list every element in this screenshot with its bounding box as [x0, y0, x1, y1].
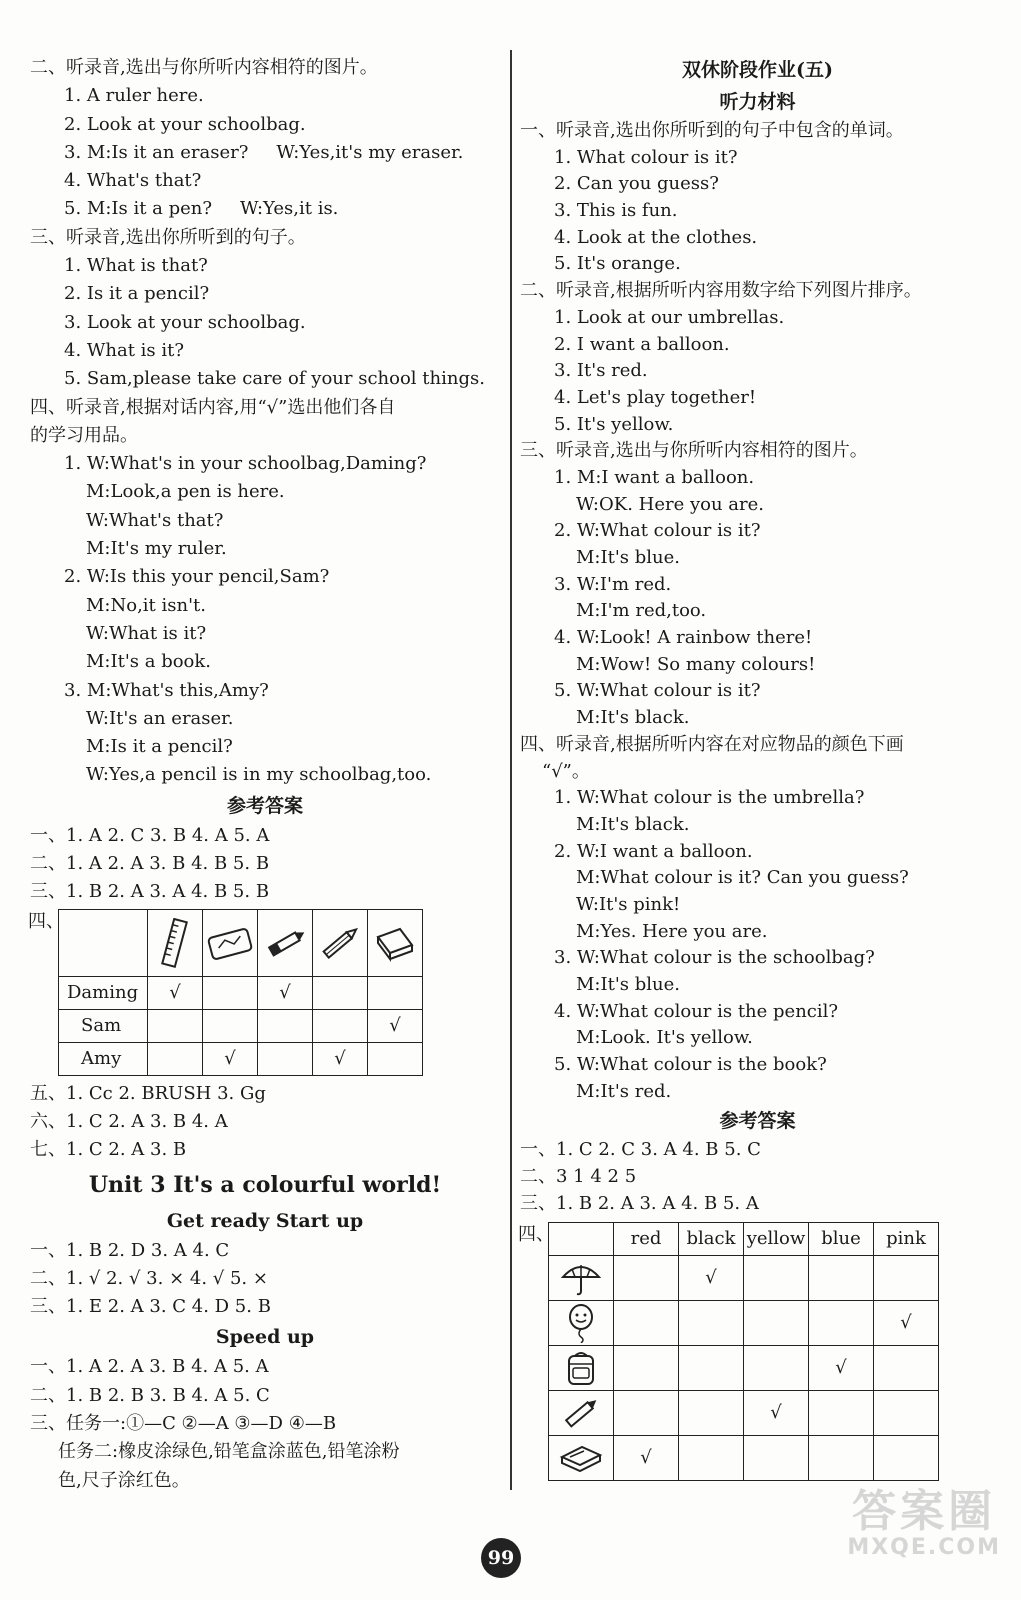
section-heading: 二、听录音,根据所听内容用数字给下列图片排序。	[520, 280, 922, 302]
right-column	[520, 54, 995, 1481]
text-line: W:What's that?	[86, 509, 224, 531]
text-line: 1. What is that?	[64, 255, 208, 277]
book-icon	[558, 1439, 604, 1477]
color-header: blue	[809, 1222, 874, 1255]
answer-line: 任务二:橡皮涂绿色,铅笔盒涂蓝色,铅笔涂粉	[58, 1441, 400, 1463]
section-heading: 四、听录音,根据对话内容,用“√”选出他们各自	[30, 396, 396, 418]
umbrella-icon	[559, 1259, 603, 1297]
section-heading: “√”。	[542, 760, 590, 782]
text-line: 1. What colour is it?	[554, 146, 738, 168]
text-line: 3. W:I'm red.	[554, 573, 672, 595]
text-line: 5. M:Is it a pen? W:Yes,it is.	[64, 198, 339, 220]
text-line: M:It's my ruler.	[86, 538, 227, 560]
text-line: 4. What's that?	[64, 170, 202, 192]
column-divider	[510, 50, 512, 1490]
text-line: W:It's pink!	[576, 893, 681, 915]
section-heading: 三、听录音,选出与你所听内容相符的图片。	[520, 440, 868, 462]
page-title: 双休阶段作业(五)	[682, 59, 833, 81]
answer-line: 二、3 1 4 2 5	[520, 1166, 637, 1188]
answer-line: 三、任务一:①—C ②—A ③—D ④—B	[30, 1412, 337, 1434]
schoolbag-icon	[561, 1348, 601, 1388]
section-heading: 一、听录音,选出你所听到的句子中包含的单词。	[520, 120, 904, 141]
text-line: 5. It's orange.	[554, 253, 681, 275]
text-line: 5. It's yellow.	[554, 413, 674, 435]
answer-line: 七、1. C 2. A 3. B	[30, 1139, 187, 1161]
school-things-table-block	[30, 909, 500, 1076]
text-line: 5. Sam,please take care of your school things.	[64, 368, 485, 390]
text-line: 2. W:Is this your pencil,Sam?	[64, 566, 330, 588]
check-mark: √	[203, 1042, 258, 1075]
text-line: W:Yes,a pencil is in my schoolbag,too.	[86, 764, 432, 786]
check-mark: √	[148, 976, 203, 1009]
color-header: pink	[874, 1222, 939, 1255]
left-column	[30, 54, 500, 1495]
color-header: black	[679, 1222, 744, 1255]
text-line: M:What colour is it? Can you guess?	[576, 867, 909, 889]
check-mark: √	[368, 1009, 423, 1042]
text-line: 3. M:Is it an eraser? W:Yes,it's my eraser.	[64, 141, 464, 163]
text-line: 2. Look at your schoolbag.	[64, 113, 306, 135]
answers-title: 参考答案	[226, 794, 303, 817]
answers-title: 参考答案	[719, 1110, 796, 1133]
section-title: Speed up	[215, 1326, 315, 1349]
section-heading: 二、听录音,选出与你所听内容相符的图片。	[30, 57, 378, 78]
answer-line: 五、1. Cc 2. BRUSH 3. Gg	[30, 1082, 266, 1104]
text-line: M:Look,a pen is here.	[86, 481, 285, 503]
text-line: W:OK. Here you are.	[576, 493, 765, 515]
color-table	[548, 1222, 939, 1481]
answer-line: 一、1. B 2. D 3. A 4. C	[30, 1239, 230, 1261]
check-mark: √	[258, 976, 313, 1009]
row-label: Amy	[59, 1042, 148, 1075]
text-line: M:I'm red,too.	[576, 600, 707, 622]
row-label: Sam	[59, 1009, 148, 1042]
text-line: 1. W:What's in your schoolbag,Daming?	[64, 453, 427, 475]
text-line: 4. Let's play together!	[554, 386, 757, 408]
watermark-text: 答案圈	[852, 1486, 997, 1537]
text-line: 2. W:I want a balloon.	[554, 840, 753, 862]
color-table-block	[520, 1222, 995, 1481]
unit-title: Unit 3 It's a colourful world!	[88, 1171, 442, 1198]
pencil-icon	[316, 921, 364, 965]
pencil-case-icon	[206, 923, 254, 963]
text-line: 2. I want a balloon.	[554, 333, 730, 355]
answer-line: 二、1. B 2. B 3. B 4. A 5. C	[30, 1384, 270, 1406]
text-line: 3. Look at your schoolbag.	[64, 311, 306, 333]
text-line: 3. M:What's this,Amy?	[64, 679, 269, 701]
text-line: M:No,it isn't.	[86, 594, 207, 616]
text-line: 4. W:What colour is the pencil?	[554, 1000, 839, 1022]
row-label: Daming	[59, 976, 148, 1009]
section-title: Get ready Start up	[166, 1209, 364, 1232]
check-mark: √	[679, 1255, 744, 1300]
text-line: M:It's black.	[576, 813, 690, 835]
color-header: red	[614, 1222, 679, 1255]
answer-line: 二、1. √ 2. √ 3. × 4. √ 5. ×	[30, 1267, 268, 1289]
table-tag: 四、	[28, 910, 64, 932]
check-mark: √	[744, 1390, 809, 1435]
text-line: 5. W:What colour is the book?	[554, 1054, 827, 1076]
text-line: 4. Look at the clothes.	[554, 226, 758, 248]
text-line: 5. W:What colour is it?	[554, 680, 761, 702]
school-things-table	[58, 909, 423, 1076]
balloon-icon	[561, 1303, 601, 1343]
page-number: 99	[481, 1538, 521, 1578]
check-mark: √	[313, 1042, 368, 1075]
text-line: 3. This is fun.	[554, 200, 678, 222]
text-line: 4. What is it?	[64, 339, 185, 361]
text-line: W:What is it?	[86, 622, 207, 644]
text-line: M:It's blue.	[576, 547, 680, 568]
text-line: M:Look. It's yellow.	[576, 1027, 753, 1049]
watermark-url: MXQE.COM	[847, 1535, 1001, 1560]
answer-line: 三、1. B 2. A 3. A 4. B 5. A	[520, 1192, 759, 1214]
text-line: 3. W:What colour is the schoolbag?	[554, 947, 875, 969]
text-line: 1. W:What colour is the umbrella?	[554, 787, 865, 809]
text-line: 1. M:I want a balloon.	[554, 466, 755, 488]
page-subtitle: 听力材料	[719, 91, 796, 113]
pen-icon	[261, 923, 309, 963]
table-tag: 四、	[518, 1223, 554, 1245]
text-line: M:It's black.	[576, 707, 690, 729]
answer-line: 色,尺子涂红色。	[58, 1469, 190, 1491]
text-line: 4. W:Look! A rainbow there!	[554, 627, 813, 649]
pencil-icon	[559, 1393, 603, 1433]
check-mark: √	[809, 1345, 874, 1390]
ruler-icon	[158, 918, 192, 968]
check-mark: √	[614, 1435, 679, 1480]
book-icon	[372, 923, 418, 963]
text-line: W:It's an eraser.	[86, 707, 234, 729]
watermark	[847, 1486, 1001, 1560]
answer-line: 二、1. A 2. A 3. B 4. B 5. B	[30, 853, 270, 875]
text-line: 1. A ruler here.	[64, 85, 204, 107]
answer-line: 三、1. B 2. A 3. A 4. B 5. B	[30, 881, 270, 903]
text-line: 3. It's red.	[554, 360, 648, 382]
text-line: M:Is it a pencil?	[86, 736, 233, 758]
text-line: M:Wow! So many colours!	[576, 653, 816, 675]
text-line: 2. W:What colour is it?	[554, 520, 761, 542]
color-header: yellow	[744, 1222, 809, 1255]
answer-line: 一、1. C 2. C 3. A 4. B 5. C	[520, 1139, 761, 1161]
answer-line: 六、1. C 2. A 3. B 4. A	[30, 1110, 228, 1132]
section-heading: 三、听录音,选出你所听到的句子。	[30, 226, 306, 248]
answer-line: 一、1. A 2. C 3. B 4. A 5. A	[30, 824, 270, 846]
text-line: 2. Can you guess?	[554, 173, 719, 195]
text-line: 2. Is it a pencil?	[64, 283, 210, 305]
text-line: M:It's blue.	[576, 974, 680, 995]
text-line: M:Yes. Here you are.	[576, 920, 768, 942]
text-line: 1. Look at our umbrellas.	[554, 306, 785, 328]
section-heading: 四、听录音,根据所听内容在对应物品的颜色下画	[520, 733, 904, 755]
section-heading: 的学习用品。	[30, 424, 138, 446]
text-line: M:It's a book.	[86, 651, 212, 673]
answer-line: 三、1. E 2. A 3. C 4. D 5. B	[30, 1296, 271, 1318]
check-mark: √	[874, 1300, 939, 1345]
text-line: M:It's red.	[576, 1080, 672, 1102]
answer-line: 一、1. A 2. A 3. B 4. A 5. A	[30, 1356, 269, 1378]
